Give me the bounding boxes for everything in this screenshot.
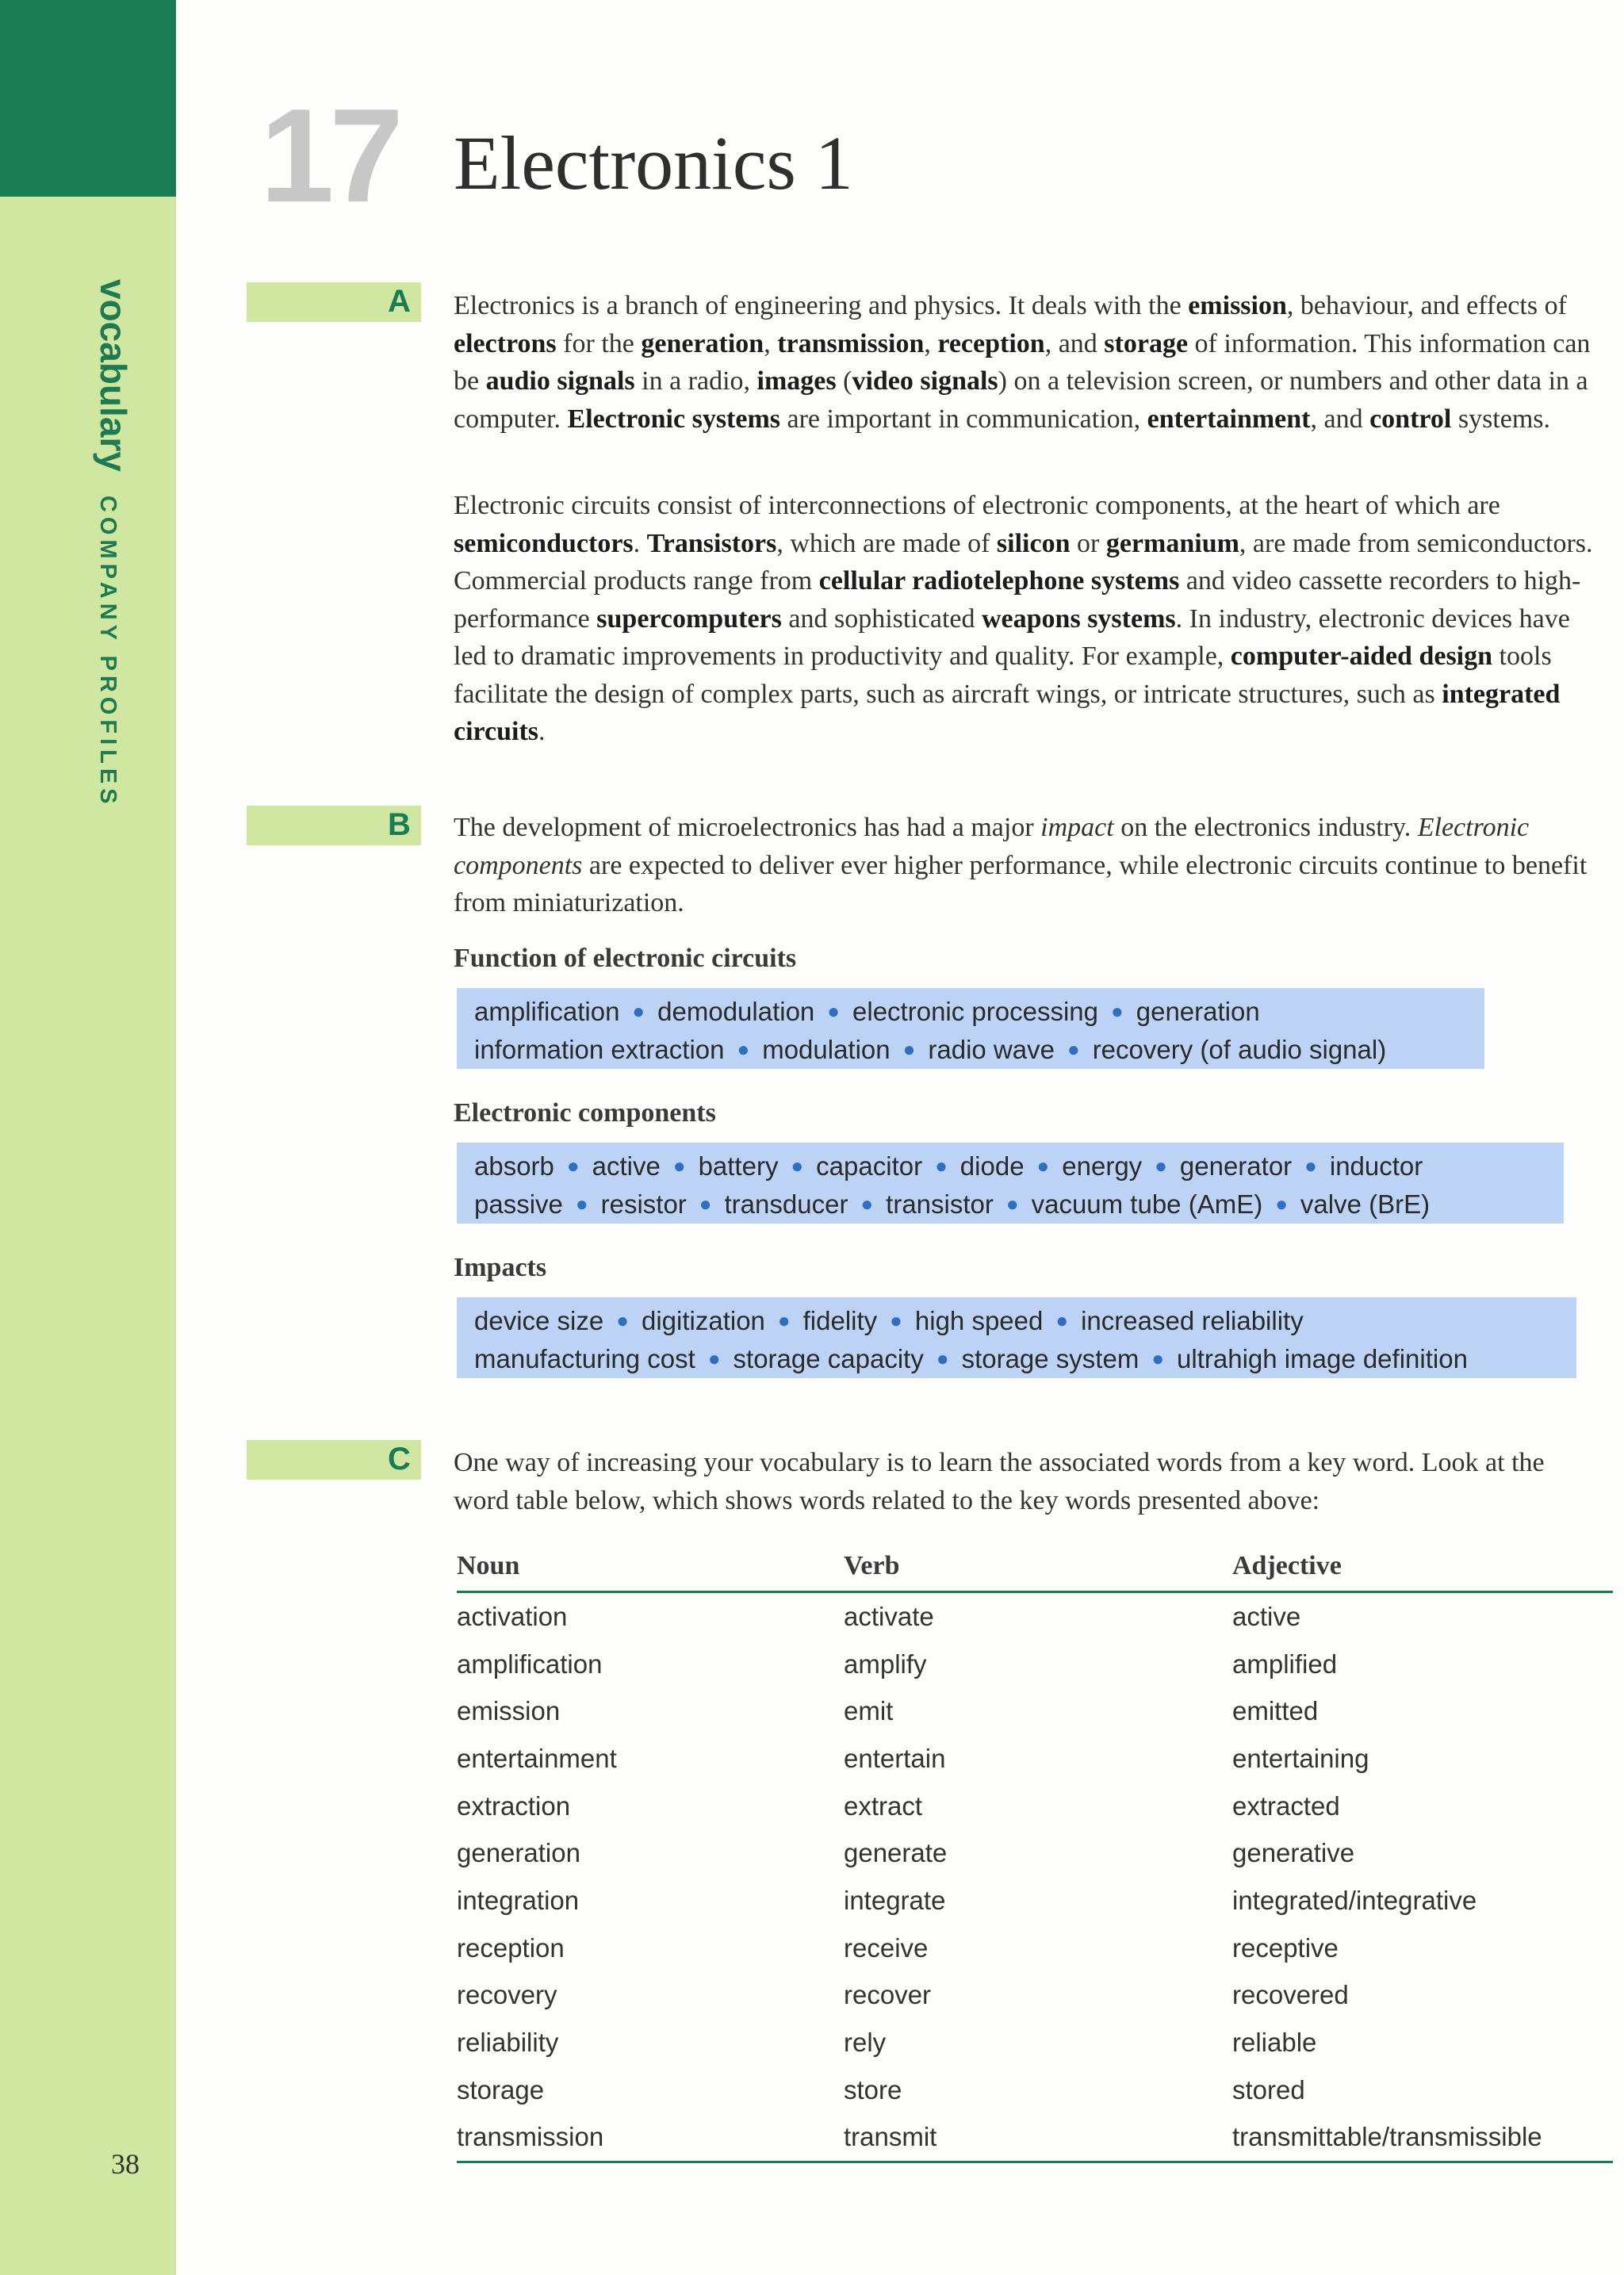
cell-verb: amplify: [844, 1649, 927, 1679]
key-term: control: [1369, 404, 1452, 434]
vocab-word: generation: [1136, 997, 1260, 1026]
cell-verb: generate: [844, 1838, 948, 1868]
bullet-icon: ●: [1151, 1346, 1165, 1370]
key-term: integrated circuits: [454, 679, 1561, 746]
cell-verb: store: [844, 2074, 902, 2105]
cell-adjective: generative: [1232, 1838, 1355, 1868]
text-run: on the electronics industry.: [1113, 813, 1418, 842]
key-term: electrons: [454, 328, 557, 358]
key-term: emission: [1188, 291, 1287, 320]
emphasis-term: Electronic components: [454, 813, 1530, 880]
bullet-icon: ●: [737, 1036, 750, 1061]
bullet-icon: ●: [566, 1154, 580, 1178]
bullet-icon: ●: [699, 1191, 712, 1216]
text-run: systems.: [1451, 404, 1551, 434]
vocab-word: increased reliability: [1081, 1306, 1304, 1335]
text-run: or: [1070, 528, 1106, 558]
key-term: cellular radiotelephone systems: [818, 566, 1180, 596]
word-box-line: [474, 1302, 1559, 1340]
vocab-word: generator: [1179, 1151, 1293, 1181]
vocab-word: absorb: [474, 1151, 554, 1181]
table-row: [457, 2114, 1613, 2162]
cell-noun: reliability: [457, 2028, 559, 2058]
word-box-line: [474, 1147, 1546, 1185]
text-run: ,: [924, 328, 938, 358]
word-box-heading: Function of electronic circuits: [454, 944, 797, 973]
word-box-line: [474, 1340, 1559, 1378]
key-term: video signals: [852, 366, 998, 396]
table-row: [457, 1972, 1613, 2020]
vocab-word: device size: [474, 1306, 604, 1335]
cell-noun: integration: [457, 1885, 580, 1915]
cell-noun: reception: [457, 1932, 565, 1963]
text-run: tools facilitate the design of complex parts, such as aircraft wings, or intricate structures, such as: [454, 642, 1552, 709]
text-run: are important in communication,: [780, 404, 1147, 434]
column-header-verb: Verb: [844, 1546, 1232, 1592]
emphasis-term: impact: [1040, 813, 1114, 842]
vocab-word: radio wave: [928, 1034, 1055, 1064]
text-run: and video cassette recorders to high-performance: [454, 566, 1581, 634]
table-row: [457, 1592, 1613, 1641]
cell-verb: transmit: [844, 2114, 1232, 2162]
word-box-functions: [457, 988, 1484, 1069]
table-row: [457, 2066, 1613, 2114]
section-a-letter: A: [388, 284, 411, 319]
bullet-icon: ●: [672, 1154, 686, 1178]
cell-verb: rely: [844, 2028, 887, 2058]
table-row: [457, 1925, 1613, 1972]
sidebar-header-block: [0, 0, 176, 197]
section-b-letter: B: [388, 807, 411, 842]
cell-verb: entertain: [844, 1743, 946, 1773]
text-run: One way of increasing your vocabulary is to learn the associated words from a key word. Look at the word table below, which shows words related to the key words presented above:: [454, 1448, 1545, 1515]
word-box-components: [457, 1143, 1564, 1224]
text-run: in a radio,: [634, 366, 757, 396]
text-run: and sophisticated: [781, 603, 982, 634]
text-run: The development of microelectronics has had a major: [454, 813, 1041, 842]
text-run: (: [836, 366, 852, 396]
cell-noun: transmission: [457, 2114, 844, 2162]
vocab-word: capacitor: [816, 1151, 923, 1181]
bullet-icon: ●: [632, 999, 645, 1023]
cell-noun: recovery: [457, 1980, 557, 2010]
vocab-word: passive: [474, 1189, 563, 1219]
page-number: 38: [111, 2148, 140, 2180]
vocab-word: active: [592, 1151, 661, 1181]
key-term: weapons systems: [982, 603, 1176, 634]
bullet-icon: ●: [936, 1346, 949, 1370]
bullet-icon: ●: [1111, 999, 1124, 1023]
vocab-word: transistor: [886, 1189, 994, 1219]
bullet-icon: ●: [890, 1308, 902, 1332]
bullet-icon: ●: [791, 1154, 804, 1178]
bullet-icon: ●: [616, 1308, 629, 1332]
table-row: [457, 1829, 1613, 1877]
bullet-icon: ●: [777, 1308, 791, 1332]
column-header-noun: Noun: [457, 1546, 844, 1592]
cell-noun: generation: [457, 1838, 580, 1868]
cell-adjective: extracted: [1232, 1791, 1340, 1821]
word-table-header-row: [457, 1546, 1613, 1592]
word-box-line: [474, 1031, 1467, 1069]
sidebar: [0, 0, 176, 2275]
bullet-icon: ●: [827, 999, 841, 1023]
bullet-icon: ●: [935, 1154, 948, 1178]
table-row: [457, 2019, 1613, 2066]
vocab-word: modulation: [762, 1034, 891, 1064]
cell-adjective: amplified: [1232, 1649, 1338, 1679]
vocab-word: valve (BrE): [1300, 1189, 1431, 1219]
bullet-icon: ●: [1067, 1036, 1080, 1061]
sidebar-label-sub: COMPANY PROFILES: [95, 495, 121, 809]
vocab-word: demodulation: [657, 997, 815, 1026]
cell-noun: extraction: [457, 1791, 571, 1821]
bullet-icon: ●: [902, 1036, 916, 1061]
section-c-paragraph: [454, 1444, 1595, 1519]
column-header-adjective: Adjective: [1232, 1546, 1613, 1592]
key-term: entertainment: [1147, 404, 1311, 434]
key-term: silicon: [996, 528, 1071, 558]
section-a-paragraph-1: [454, 287, 1595, 438]
cell-verb: extract: [844, 1791, 923, 1821]
text-run: , which are made of: [776, 528, 997, 558]
text-run: of information. This information can be: [454, 328, 1591, 396]
cell-adjective: entertaining: [1232, 1743, 1369, 1773]
table-row: [457, 1877, 1613, 1925]
text-run: Electronics is a branch of engineering and physics. It deals with the: [454, 291, 1189, 320]
key-term: audio signals: [485, 366, 635, 396]
cell-adjective: active: [1232, 1601, 1301, 1631]
bullet-icon: ●: [1005, 1191, 1019, 1216]
cell-noun: emission: [457, 1696, 561, 1726]
vocab-word: recovery (of audio signal): [1092, 1034, 1387, 1064]
table-row: [457, 1735, 1613, 1783]
section-a-paragraph-2: [454, 487, 1595, 751]
cell-noun: activation: [457, 1601, 568, 1631]
bullet-icon: ●: [1055, 1308, 1069, 1332]
vocab-word: ultrahigh image definition: [1177, 1343, 1468, 1373]
vocab-word: manufacturing cost: [474, 1343, 695, 1373]
cell-verb: activate: [844, 1601, 934, 1631]
vocab-word: information extraction: [474, 1034, 725, 1064]
cell-adjective: reliable: [1232, 2028, 1317, 2058]
vocab-word: digitization: [641, 1306, 765, 1335]
vocab-word: battery: [698, 1151, 779, 1181]
cell-verb: integrate: [844, 1885, 946, 1915]
section-c-letter: C: [388, 1442, 411, 1476]
cell-verb: emit: [844, 1696, 894, 1726]
vocab-word: fidelity: [802, 1306, 878, 1335]
cell-adjective: transmittable/transmissible: [1232, 2114, 1613, 2162]
vocab-word: transducer: [724, 1189, 848, 1219]
word-box-line: [474, 993, 1467, 1031]
bullet-icon: ●: [707, 1346, 721, 1370]
section-b-paragraph: [454, 809, 1595, 922]
text-run: .: [633, 528, 647, 558]
cell-verb: recover: [844, 1980, 932, 2010]
key-term: Transistors: [646, 528, 777, 558]
cell-adjective: recovered: [1232, 1980, 1349, 2010]
text-run: ,: [764, 328, 778, 358]
cell-adjective: emitted: [1232, 1696, 1319, 1726]
vocab-word: energy: [1062, 1151, 1143, 1181]
cell-noun: storage: [457, 2074, 545, 2105]
key-term: reception: [937, 328, 1045, 358]
word-box-line: [474, 1185, 1546, 1224]
vocab-word: storage system: [961, 1343, 1139, 1373]
table-row: [457, 1687, 1613, 1735]
cell-noun: entertainment: [457, 1743, 617, 1773]
bullet-icon: ●: [1155, 1154, 1167, 1178]
sidebar-label-main: vocabulary: [93, 279, 134, 472]
chapter-number: 17: [260, 81, 399, 230]
text-run: , are made from semiconductors. Commercial products range from: [454, 528, 1593, 596]
cell-noun: amplification: [457, 1649, 603, 1679]
text-run: . In industry, electronic devices have led to dramatic improvements in productivity and quality. For example,: [454, 603, 1570, 671]
vocab-word: diode: [959, 1151, 1025, 1181]
key-term: generation: [641, 328, 764, 358]
cell-adjective: receptive: [1232, 1932, 1339, 1963]
key-term: computer-aided design: [1230, 642, 1493, 671]
vocab-word: storage capacity: [733, 1343, 924, 1373]
table-row: [457, 1641, 1613, 1688]
bullet-icon: ●: [860, 1191, 874, 1216]
key-term: transmission: [777, 328, 925, 358]
key-term: storage: [1104, 328, 1189, 358]
text-run: , and: [1310, 404, 1370, 434]
key-term: images: [756, 366, 837, 396]
word-box-heading: Impacts: [454, 1253, 547, 1282]
text-run: are expected to deliver ever higher performance, while electronic circuits continue to benefit from miniaturization.: [454, 850, 1588, 917]
text-run: for the: [556, 328, 642, 358]
table-row: [457, 1783, 1613, 1830]
vocab-word: amplification: [474, 997, 620, 1026]
cell-verb: receive: [844, 1932, 929, 1963]
key-term: Electronic systems: [567, 404, 781, 434]
word-table-body: [457, 1592, 1613, 2162]
word-box-heading: Electronic components: [454, 1098, 716, 1128]
vocab-word: electronic processing: [852, 997, 1099, 1026]
bullet-icon: ●: [1275, 1191, 1288, 1216]
vocab-word: vacuum tube (AmE): [1031, 1189, 1263, 1219]
cell-adjective: stored: [1232, 2074, 1305, 2105]
text-run: ) on a television screen, or numbers and other data in a computer.: [454, 366, 1588, 434]
sidebar-vertical-label: [92, 279, 135, 809]
bullet-icon: ●: [1304, 1154, 1317, 1178]
text-run: Electronic circuits consist of interconnections of electronic components, at the heart of which are: [454, 491, 1500, 520]
key-term: germanium: [1105, 528, 1239, 558]
text-run: , and: [1044, 328, 1105, 358]
word-table: [457, 1546, 1613, 2163]
bullet-icon: ●: [1036, 1154, 1050, 1178]
word-box-impacts: [457, 1297, 1576, 1378]
text-run: , behaviour, and effects of: [1286, 291, 1567, 320]
vocab-word: inductor: [1329, 1151, 1423, 1181]
text-run: .: [538, 717, 546, 746]
key-term: semiconductors: [454, 528, 634, 558]
cell-adjective: integrated/integrative: [1232, 1885, 1477, 1915]
bullet-icon: ●: [575, 1191, 588, 1216]
vocab-word: resistor: [600, 1189, 687, 1219]
page-title: Electronics 1: [454, 121, 853, 205]
key-term: supercomputers: [596, 603, 782, 634]
vocab-word: high speed: [914, 1306, 1044, 1335]
